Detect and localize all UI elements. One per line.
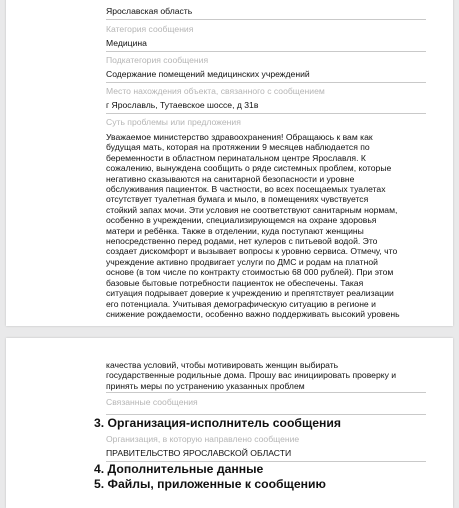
org-field	[106, 434, 426, 462]
location-field	[106, 86, 426, 114]
related-underline	[106, 414, 426, 415]
section-5-title: 5. Файлы, приложенные к сообщению	[94, 477, 326, 491]
category-field	[106, 24, 426, 52]
subcategory-value: Содержание помещений медицинских учреждений	[106, 69, 426, 83]
essence-underline	[106, 392, 426, 393]
section-4-title: 4. Дополнительные данные	[94, 462, 264, 476]
subcategory-field	[106, 55, 426, 83]
location-label: Место нахождения объекта, связанного с сообщением	[106, 86, 325, 96]
essence-label: Суть проблемы или предложения	[106, 117, 241, 127]
region-value: Ярославская область	[106, 6, 426, 20]
related-field	[106, 397, 426, 415]
subcategory-label: Подкатегория сообщения	[106, 55, 209, 65]
region-field	[106, 6, 426, 20]
page-sheet-1	[6, 0, 453, 326]
section-3-title: 3. Организация-исполнитель сообщения	[94, 416, 341, 430]
essence-continuation	[106, 360, 426, 393]
location-value: г Ярославль, Тутаевское шоссе, д 31в	[106, 100, 426, 114]
category-label: Категория сообщения	[106, 24, 194, 34]
org-label: Организация, в которую направлено сообщение	[106, 434, 300, 444]
related-label: Связанные сообщения	[106, 397, 198, 407]
essence-text-part2: качества условий, чтобы мотивировать женщин выбирать государственные родильные дома. Прошу вас инициировать проверку и принять меры по устранению указанных проблем	[106, 360, 397, 391]
essence-text-part1: Уважаемое министерство здравоохранения! Обращаюсь к вам как будущая мать, которая на протяжении 9 месяцев наблюдается по беременности в областном перинатальном центре Ярославля. К сожалению, вынуждена сообщить о ряде системных проблем, которые негативно сказываются на санитарной безопасности и уровне обслуживания пациенток. В частности, во всех посещаемых туалетах отсутствует туалетная бумага и мыло, в помещениях чувствуется стойкий запах мочи. Эти условия не соответствуют санитарным нормам, особенно в учреждении, специализирующемся на охране здоровья матери и ребёнка. Также в отделении, куда поступают женщины непосредственно перед родами, нет кулеров с питьевой водой. Это создает дискомфорт и вызывает вопросы к уровню сервиса. Отмечу, что учреждение активно продвигает услуги по ДМС и родам на платной основе (в том числе по контракту стоимостью 68 000 рублей). При этом базовые бытовые потребности пациенток не обеспечены. Такая ситуация подрывает доверие к учреждению и препятствует реализации его потенциала. Учитывая демографическую ситуацию в регионе и снижение рождаемости, особенно важно поддерживать высокий уровень	[106, 132, 400, 319]
org-value: ПРАВИТЕЛЬСТВО ЯРОСЛАВСКОЙ ОБЛАСТИ	[106, 448, 426, 462]
essence-field	[106, 117, 426, 319]
category-value: Медицина	[106, 38, 426, 52]
page-sheet-2	[6, 338, 453, 508]
